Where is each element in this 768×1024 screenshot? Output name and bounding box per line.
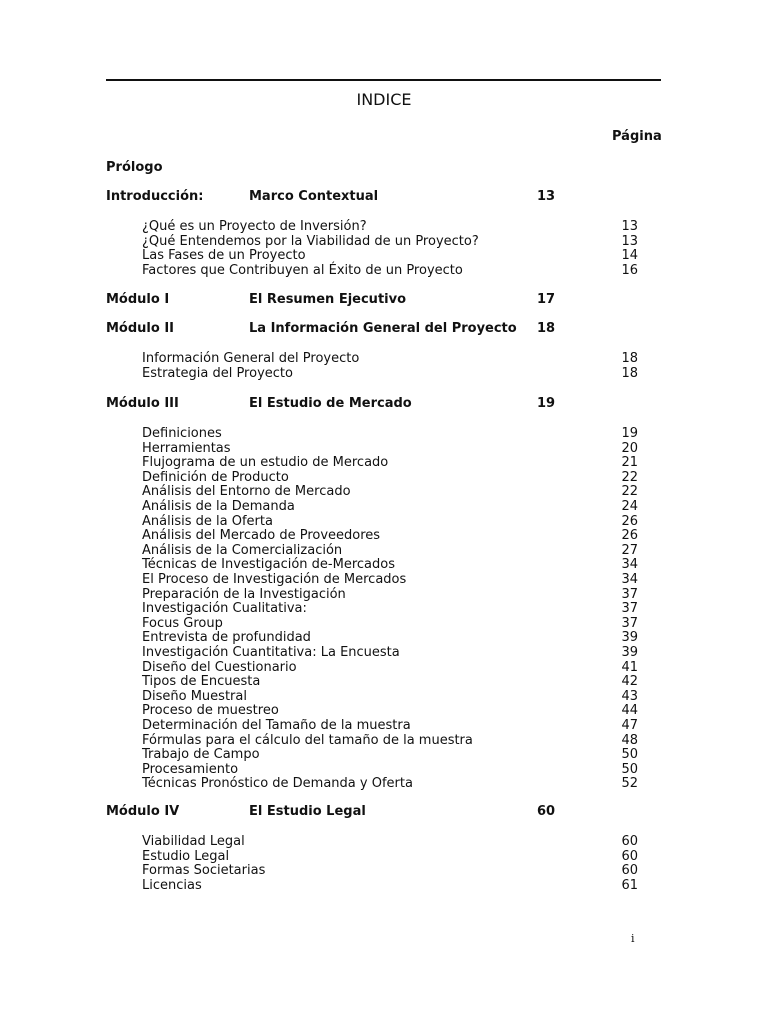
toc-entry-title: Investigación Cualitativa: <box>142 601 307 617</box>
section-page-number: 17 <box>537 292 556 307</box>
toc-entry <box>142 484 638 499</box>
section-title: La Información General del Proyecto <box>249 321 517 336</box>
toc-entry-page-number: 16 <box>621 262 638 278</box>
toc-entry-title: Estudio Legal <box>142 848 230 864</box>
toc-entry <box>142 849 638 864</box>
toc-entry-page-number: 24 <box>621 499 638 514</box>
toc-entry-page-number: 22 <box>621 469 638 485</box>
toc-entry <box>142 426 638 441</box>
section-page-number: 13 <box>537 189 556 204</box>
toc-entry <box>142 645 638 660</box>
toc-entry <box>142 441 638 456</box>
toc-entry-title: ¿Qué Entendemos por la Viabilidad de un Proyecto? <box>142 233 479 249</box>
toc-entry-title: Análisis de la Oferta <box>142 513 273 529</box>
section-label: Módulo III <box>106 396 179 411</box>
toc-entry-title: Factores que Contribuyen al Éxito de un Proyecto <box>142 262 463 278</box>
toc-entry-title: Entrevista de profundidad <box>142 630 311 646</box>
toc-entry-page-number: 19 <box>621 426 638 441</box>
toc-entry <box>142 718 638 733</box>
toc-entry <box>142 499 638 514</box>
toc-entry-page-number: 26 <box>621 528 638 544</box>
section-heading <box>106 321 706 339</box>
toc-entry-page-number: 50 <box>621 747 638 763</box>
toc-entry-title: Diseño del Cuestionario <box>142 659 297 675</box>
toc-entry <box>142 601 638 616</box>
toc-entry <box>142 863 638 878</box>
toc-entry-title: Trabajo de Campo <box>142 747 260 763</box>
toc-entry-page-number: 37 <box>621 586 638 602</box>
section-title: El Resumen Ejecutivo <box>249 292 407 307</box>
toc-entry <box>142 733 638 748</box>
section-page-number: 18 <box>537 321 556 336</box>
toc-entry-title: Definiciones <box>142 426 222 441</box>
toc-entry-title: Viabilidad Legal <box>142 834 245 849</box>
toc-entry-page-number: 34 <box>621 557 638 573</box>
section-heading <box>106 189 706 207</box>
toc-entry <box>142 834 638 849</box>
toc-entry <box>142 630 638 645</box>
toc-entry <box>142 689 638 704</box>
toc-entry <box>142 557 638 572</box>
toc-entry-page-number: 39 <box>621 630 638 646</box>
toc-entry-page-number: 60 <box>621 848 638 864</box>
toc-entry-page-number: 47 <box>621 718 638 733</box>
section-page-number: 19 <box>537 396 556 411</box>
toc-entry-page-number: 42 <box>621 674 638 690</box>
toc-entry <box>142 528 638 543</box>
toc-entry-page-number: 18 <box>621 365 638 381</box>
toc-entry-page-number: 44 <box>621 703 638 719</box>
toc-entry-page-number: 13 <box>621 219 638 234</box>
toc-entry-page-number: 34 <box>621 572 638 587</box>
toc-entry-title: Herramientas <box>142 440 231 456</box>
toc-entry-title: Investigación Cuantitativa: La Encuesta <box>142 645 400 660</box>
toc-entry-title: Técnicas Pronóstico de Demanda y Oferta <box>142 776 413 792</box>
toc-entry <box>142 263 638 278</box>
toc-entry-page-number: 41 <box>621 659 638 675</box>
toc-entry <box>142 776 638 791</box>
toc-entry-page-number: 37 <box>621 601 638 617</box>
toc-entry-page-number: 61 <box>621 877 638 893</box>
toc-entry <box>142 587 638 602</box>
toc-entry-page-number: 37 <box>621 615 638 631</box>
section-title: El Estudio Legal <box>249 804 366 819</box>
toc-entry-title: Formas Societarias <box>142 863 266 879</box>
toc-entry-title: Flujograma de un estudio de Mercado <box>142 455 389 471</box>
toc-entry-page-number: 18 <box>621 351 638 366</box>
toc-entry-title: Análisis de la Comercialización <box>142 542 343 558</box>
toc-entry-page-number: 43 <box>621 688 638 704</box>
toc-entry-title: Información General del Proyecto <box>142 351 360 366</box>
toc-entry <box>142 878 638 893</box>
toc-entry <box>142 616 638 631</box>
toc-entry-page-number: 27 <box>621 542 638 558</box>
toc-entry-title: El Proceso de Investigación de Mercados <box>142 572 407 587</box>
toc-entry-title: Análisis del Entorno de Mercado <box>142 484 351 500</box>
toc-entry <box>142 543 638 558</box>
toc-entry-title: Licencias <box>142 877 202 893</box>
toc-entry-page-number: 60 <box>621 863 638 879</box>
toc-entry-title: Tipos de Encuesta <box>142 674 261 690</box>
toc-entry-title: Focus Group <box>142 615 223 631</box>
toc-entry-page-number: 22 <box>621 484 638 500</box>
toc-entry-title: Determinación del Tamaño de la muestra <box>142 718 411 733</box>
toc-entry-page-number: 48 <box>621 732 638 748</box>
toc-entry-title: Análisis del Mercado de Proveedores <box>142 528 381 544</box>
section-heading <box>106 292 706 310</box>
section-label: Módulo IV <box>106 804 180 819</box>
toc-entry <box>142 747 638 762</box>
section-title: Marco Contextual <box>249 189 379 204</box>
toc-entry <box>142 703 638 718</box>
page-title: INDICE <box>356 90 412 109</box>
section-heading <box>106 804 706 822</box>
toc-entry-title: Definición de Producto <box>142 469 289 485</box>
toc-entry <box>142 455 638 470</box>
section-heading <box>106 396 706 414</box>
section-label: Módulo I <box>106 292 170 307</box>
section-title: El Estudio de Mercado <box>249 396 412 411</box>
prologo-heading: Prólogo <box>106 160 163 175</box>
toc-entry-page-number: 39 <box>621 645 638 660</box>
section-page-number: 60 <box>537 804 556 819</box>
toc-entry-title: Las Fases de un Proyecto <box>142 248 306 264</box>
toc-entry-title: Estrategia del Proyecto <box>142 365 293 381</box>
toc-entry <box>142 219 638 234</box>
toc-entry-page-number: 52 <box>621 776 638 792</box>
toc-entry-page-number: 13 <box>621 233 638 249</box>
toc-entry-title: Análisis de la Demanda <box>142 499 295 514</box>
toc-entry-page-number: 14 <box>621 248 638 264</box>
top-rule <box>106 79 661 81</box>
toc-entry-page-number: 26 <box>621 513 638 529</box>
section-label: Módulo II <box>106 321 175 336</box>
toc-entry <box>142 366 638 381</box>
toc-entry-title: Preparación de la Investigación <box>142 586 346 602</box>
toc-entry <box>142 762 638 777</box>
toc-entry <box>142 248 638 263</box>
toc-entry-title: Diseño Muestral <box>142 688 247 704</box>
page-column-header: Página <box>612 129 662 144</box>
toc-entry-title: Proceso de muestreo <box>142 703 279 719</box>
toc-entry <box>142 351 638 366</box>
toc-entry <box>142 514 638 529</box>
toc-entry <box>142 234 638 249</box>
footer-page-number: i <box>631 932 635 945</box>
toc-entry <box>142 470 638 485</box>
section-label: Introducción: <box>106 189 204 204</box>
toc-entry-page-number: 50 <box>621 761 638 777</box>
toc-entry <box>142 674 638 689</box>
toc-entry-title: Procesamiento <box>142 761 239 777</box>
toc-entry-page-number: 60 <box>621 834 638 849</box>
toc-entry-page-number: 21 <box>621 455 638 471</box>
toc-entry <box>142 660 638 675</box>
toc-entry-title: Técnicas de Investigación de-Mercados <box>142 557 395 573</box>
toc-entry-title: ¿Qué es un Proyecto de Inversión? <box>142 219 367 234</box>
toc-entry <box>142 572 638 587</box>
toc-entry-title: Fórmulas para el cálculo del tamaño de la muestra <box>142 732 473 748</box>
toc-entry-page-number: 20 <box>621 440 638 456</box>
